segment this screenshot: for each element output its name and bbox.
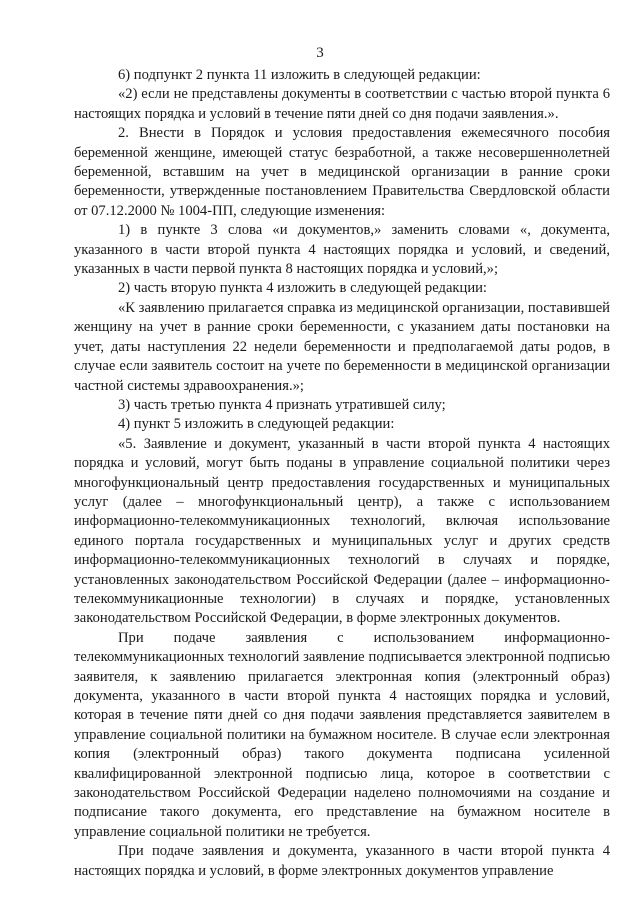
- document-body: [74, 66, 610, 881]
- paragraph-item-4: 4) пункт 5 изложить в следующей редакции:: [118, 416, 395, 433]
- paragraph-quoted-subitem-2: «2) если не представлены документы в соответствии с частью второй пункта 6 настоящих порядка и условий в течение пяти дней со дня подачи заявления.».: [74, 86, 610, 122]
- page-number: 3: [316, 45, 324, 61]
- paragraph-quoted-point-5: «5. Заявление и документ, указанный в части второй пункта 4 настоящих порядка и условий, могут быть поданы в управление социальной политики через многофункциональный центр предоставления государственных и муниципальных услуг (далее – многофункциональный центр), а также с использованием информационно-телекоммуникационных технологий, включая использование единого портала государственных и муниципальных услуг и других средств информационно-телекоммуникационных технологий в случаях и порядке, установленных законодательством Российской Федерации (далее – информационно-телекоммуникационные технологии) в случаях и порядке, установленных законодательством Российской Федерации, в форме электронных документов.: [74, 435, 610, 627]
- paragraph-item-1: 1) в пункте 3 слова «и документов,» заменить словами «, документа, указанного в части второй пункта 4 настоящих порядка и условий, и сведений, указанных в части первой пункта 8 настоящих порядка и условий,»;: [74, 222, 610, 278]
- paragraph-amend-subitem-2: 6) подпункт 2 пункта 11 изложить в следующей редакции:: [118, 67, 481, 83]
- paragraph-item-3: 3) часть третью пункта 4 признать утратившей силу;: [118, 396, 446, 413]
- paragraph-item-2: 2) часть вторую пункта 4 изложить в следующей редакции:: [118, 280, 487, 297]
- paragraph-electronic-submission: При подаче заявления с использованием информационно-телекоммуникационных технологий заявление подписывается электронной подписью заявителя, к заявлению прилагается электронная копия (электронный образ) документа, указанного в части второй пункта 4 настоящих порядка и условий, которая в течение пяти дней со дня подачи заявления представляется заявителем в управление социальной политики на бумажном носителе. В случае если электронная копия (электронный образ) такого документа подписана усиленной квалифицированной электронной подписью лица, которое в соответствии с законодательством Российской Федерации наделено полномочиями на создание и подписание такого документа, его представление на бумажном носителе в управление социальной политики не требуется.: [74, 629, 610, 840]
- paragraph-quoted-item-2: «К заявлению прилагается справка из медицинской организации, поставившей женщину на учет в ранние сроки беременности, с указанием даты постановки на учет, даты наступления 22 недели беременности и предполагаемой даты родов, в случае если заявитель состоит на учете по беременности в медицинской организации частной системы здравоохранения.»;: [74, 299, 610, 394]
- paragraph-electronic-documents: При подаче заявления и документа, указанного в части второй пункта 4 настоящих порядка и условий, в форме электронных документов управление: [74, 843, 610, 879]
- paragraph-section-2-intro: 2. Внести в Порядок и условия предоставления ежемесячного пособия беременной женщине, имеющей статус безработной, а также несовершеннолетней беременной, вставшим на учет в медицинской организации в ранние сроки беременности, утвержденные постановлением Правительства Свердловской области от 07.12.2000 № 1004-ПП, следующие изменения:: [74, 125, 610, 219]
